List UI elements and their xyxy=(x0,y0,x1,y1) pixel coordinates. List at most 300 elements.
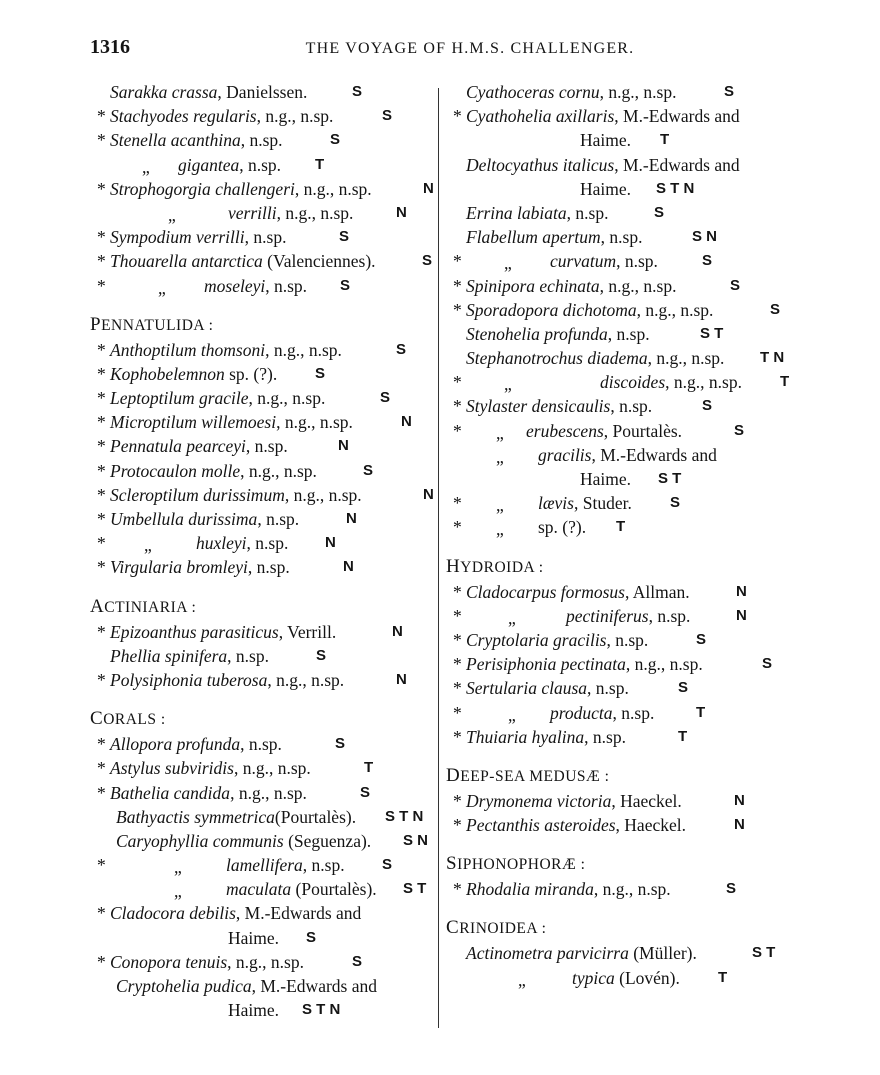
ditto-mark: „ xyxy=(144,535,152,556)
new-species-asterisk: * xyxy=(97,412,106,433)
new-species-asterisk: * xyxy=(97,758,106,779)
species-authority: , n.sp. xyxy=(240,734,282,755)
species-entry xyxy=(446,941,798,965)
species-entry xyxy=(90,507,438,531)
station-code: S xyxy=(724,83,735,100)
species-name: Stachyodes regularis xyxy=(110,106,257,127)
species-name: Phellia spinifera xyxy=(110,645,228,666)
station-code: S xyxy=(339,228,350,246)
section-heading-initial: P xyxy=(90,313,102,335)
station-code: T xyxy=(364,759,374,777)
species-authority: , n.g., n.sp. xyxy=(276,202,354,223)
section-heading-rest: RINOIDEA : xyxy=(459,920,547,938)
station-code: N xyxy=(401,413,412,431)
station-code: T xyxy=(315,155,325,173)
species-name: Cyathoceras cornu xyxy=(466,82,600,102)
species-text xyxy=(550,249,658,273)
species-name: Epizoanthus parasiticus xyxy=(110,621,279,642)
species-text xyxy=(466,725,626,749)
species-authority: , n.g., n.sp. xyxy=(256,106,334,127)
species-entry xyxy=(446,604,798,628)
new-species-asterisk: * xyxy=(97,855,106,876)
species-name: Strophogorgia challengeri xyxy=(110,178,295,199)
new-species-asterisk: * xyxy=(453,815,462,836)
species-authority: , n.g., n.sp. xyxy=(248,388,326,409)
species-entry xyxy=(446,80,798,104)
species-entry xyxy=(90,80,438,104)
station-code: S xyxy=(352,83,363,100)
new-species-asterisk: * xyxy=(97,275,106,296)
species-name: Spinipora echinata xyxy=(466,275,600,296)
species-authority: Haime. xyxy=(580,178,632,199)
species-name: Polysiphonia tuberosa xyxy=(110,669,268,690)
species-text xyxy=(110,555,290,579)
species-name: Umbellula durissima xyxy=(110,509,258,529)
species-name: Thouarella antarctica xyxy=(110,251,263,272)
species-entry xyxy=(446,652,798,676)
new-species-asterisk: * xyxy=(453,790,462,811)
new-species-asterisk: * xyxy=(97,621,106,642)
station-code: S xyxy=(316,646,327,664)
species-entry xyxy=(90,483,438,507)
species-name: Allopora profunda xyxy=(110,734,241,755)
page-header xyxy=(0,36,880,66)
species-name: gigantea xyxy=(178,154,240,175)
species-authority: Haime. xyxy=(228,927,280,948)
species-entry xyxy=(90,531,438,555)
species-name: pectiniferus xyxy=(566,605,649,626)
species-authority: , n.g., n.sp. xyxy=(599,275,677,296)
species-entry xyxy=(90,274,438,298)
new-species-asterisk: * xyxy=(453,605,462,626)
species-text xyxy=(466,676,629,700)
station-code: S xyxy=(670,494,681,512)
station-code: S T xyxy=(752,944,776,962)
species-authority: , n.g., n.sp. xyxy=(647,348,725,369)
species-text xyxy=(466,652,703,676)
section-heading xyxy=(90,706,438,732)
species-entry xyxy=(446,322,798,346)
new-species-asterisk: * xyxy=(97,734,106,755)
species-authority: , n.g., n.sp. xyxy=(265,339,342,360)
species-authority: , n.sp. xyxy=(566,202,609,223)
species-authority: , Verrill. xyxy=(278,621,337,642)
species-entry xyxy=(90,644,438,668)
station-code: T xyxy=(616,518,626,536)
species-authority: , n.g., n.sp. xyxy=(284,484,362,505)
species-name: Drymonema victoria xyxy=(466,790,612,811)
species-text xyxy=(110,177,372,201)
new-species-asterisk: * xyxy=(453,726,462,747)
species-entry xyxy=(90,459,438,483)
station-code: S T N xyxy=(302,1001,341,1019)
species-authority: , n.sp. xyxy=(265,275,308,296)
species-name: Leptoptilum gracile xyxy=(110,388,249,409)
new-species-asterisk: * xyxy=(97,460,106,481)
station-code: S N xyxy=(692,228,718,246)
species-authority: , n.sp. xyxy=(244,227,287,248)
station-code: S xyxy=(306,928,317,946)
species-authority: , Studer. xyxy=(573,493,632,514)
species-entry xyxy=(90,926,438,950)
ditto-mark: „ xyxy=(508,607,516,628)
new-species-asterisk: * xyxy=(453,275,462,296)
species-authority: , M.-Edwards and xyxy=(235,903,362,924)
species-authority: Haime. xyxy=(580,469,632,489)
species-text xyxy=(466,346,724,370)
station-code: T xyxy=(696,703,706,721)
station-code: S T N xyxy=(656,179,695,197)
station-code: N xyxy=(396,203,407,221)
species-authority: , n.g., n.sp. xyxy=(625,654,703,675)
ditto-mark: „ xyxy=(504,374,512,395)
station-code: S xyxy=(770,300,781,318)
station-code: T xyxy=(678,727,688,745)
species-authority: (Pourtalès). xyxy=(291,879,377,900)
species-entry xyxy=(446,104,798,128)
new-species-asterisk: * xyxy=(453,581,462,602)
ditto-mark: „ xyxy=(504,253,512,274)
species-authority: Haime. xyxy=(580,130,632,151)
station-code: S xyxy=(330,131,341,149)
species-entry xyxy=(446,346,798,370)
species-name: erubescens xyxy=(526,420,604,441)
species-entry xyxy=(446,966,798,990)
new-species-asterisk: * xyxy=(453,106,462,127)
species-name: Pectanthis asteroides xyxy=(466,815,616,836)
species-text xyxy=(466,941,697,965)
section-heading xyxy=(446,554,798,580)
station-code: T xyxy=(718,968,728,986)
station-code: S xyxy=(315,364,326,382)
species-name: Deltocyathus italicus xyxy=(466,154,615,175)
section-heading-rest: YDROIDA : xyxy=(460,558,544,576)
species-entry xyxy=(446,153,798,177)
species-entry xyxy=(446,394,798,418)
species-name: Actinometra parvicirra xyxy=(466,943,629,964)
section-heading xyxy=(90,594,438,620)
species-name: producta xyxy=(550,702,613,723)
species-text xyxy=(526,419,682,443)
species-name: lamellifera xyxy=(226,855,303,876)
station-code: S xyxy=(702,397,713,415)
species-text xyxy=(600,370,742,394)
species-authority: , Danielssen. xyxy=(217,82,308,102)
species-authority: , n.g., n.sp. xyxy=(294,178,372,199)
species-name: moseleyi xyxy=(204,275,266,296)
station-code: N xyxy=(736,606,747,624)
new-species-asterisk: * xyxy=(97,106,106,127)
species-text xyxy=(580,177,631,201)
section-heading-rest: EEP-SEA MEDUSÆ : xyxy=(460,767,610,785)
species-name: Sertularia clausa xyxy=(466,678,588,699)
species-text xyxy=(110,410,353,434)
species-name: Microptilum willemoesi xyxy=(110,412,277,433)
species-entry xyxy=(90,104,438,128)
species-authority: , n.sp. xyxy=(610,396,653,417)
species-entry xyxy=(446,467,798,491)
species-entry xyxy=(90,201,438,225)
species-authority: , n.g., n.sp. xyxy=(267,669,345,690)
species-authority: , n.g., n.sp. xyxy=(240,460,317,481)
species-text xyxy=(466,322,650,346)
species-text xyxy=(466,274,676,298)
species-authority: , M.-Edwards and xyxy=(614,154,740,175)
species-text xyxy=(466,80,676,104)
species-entry xyxy=(446,813,798,837)
species-authority: , n.sp. xyxy=(648,605,691,626)
species-text xyxy=(580,128,631,152)
section-heading xyxy=(446,851,798,877)
species-entry xyxy=(90,732,438,756)
species-authority: , M.-Edwards and xyxy=(591,444,717,465)
new-species-asterisk: * xyxy=(453,629,462,650)
ditto-mark: „ xyxy=(508,704,516,725)
species-text xyxy=(538,491,632,515)
new-species-asterisk: * xyxy=(97,227,106,248)
station-code: S xyxy=(726,880,737,898)
species-text xyxy=(466,201,608,225)
species-authority: (Müller). xyxy=(628,943,697,964)
species-name: Cladocarpus formosus xyxy=(466,581,625,602)
station-code: S xyxy=(340,276,351,294)
ditto-mark: „ xyxy=(142,156,150,177)
species-authority: , Haeckel. xyxy=(615,815,686,836)
species-text xyxy=(228,998,279,1022)
station-code: N xyxy=(423,485,434,503)
species-entry xyxy=(90,225,438,249)
species-text xyxy=(466,813,686,837)
species-name: Astylus subviridis xyxy=(110,758,234,779)
species-text xyxy=(110,901,361,925)
section-heading-rest: IPHONOPHORÆ : xyxy=(457,856,586,874)
species-text xyxy=(204,274,307,298)
station-code: S xyxy=(363,461,374,479)
species-text xyxy=(466,877,671,901)
station-code: S xyxy=(730,276,741,294)
species-text xyxy=(466,104,740,128)
new-species-asterisk: * xyxy=(97,251,106,272)
section-heading-initial: D xyxy=(446,764,461,786)
new-species-asterisk: * xyxy=(97,782,106,803)
species-entry xyxy=(90,177,438,201)
species-entry xyxy=(90,805,438,829)
ditto-mark: „ xyxy=(496,519,504,540)
species-name: maculata xyxy=(226,879,292,900)
species-text xyxy=(226,877,377,901)
station-code: N xyxy=(734,816,745,834)
station-code: S xyxy=(422,252,433,270)
station-code: S xyxy=(678,679,689,697)
species-entry xyxy=(446,725,798,749)
station-code: T xyxy=(780,373,790,391)
species-entry xyxy=(446,443,798,467)
species-authority: , n.g., n.sp. xyxy=(276,412,353,433)
species-name: Pennatula pearceyi xyxy=(110,436,246,457)
ditto-mark: „ xyxy=(174,881,182,902)
station-code: S T xyxy=(700,324,724,342)
species-text xyxy=(110,386,325,410)
species-name: Stenohelia profunda xyxy=(466,323,608,344)
species-entry xyxy=(446,580,798,604)
new-species-asterisk: * xyxy=(453,493,462,514)
species-authority: , n.g., n.sp. xyxy=(227,951,304,972)
new-species-asterisk: * xyxy=(453,654,462,675)
species-name: verrilli xyxy=(228,202,277,223)
species-entry xyxy=(446,491,798,515)
species-name: Conopora tenuis xyxy=(110,951,228,972)
species-entry xyxy=(446,877,798,901)
species-text xyxy=(116,829,371,853)
new-species-asterisk: * xyxy=(453,678,462,699)
page-number: 1316 xyxy=(90,36,130,58)
section-heading-initial: C xyxy=(446,917,460,939)
station-code: S xyxy=(696,630,707,648)
species-entry xyxy=(90,668,438,692)
species-authority: (Lovén). xyxy=(614,967,680,988)
species-name: typica xyxy=(572,967,615,988)
species-entry xyxy=(90,998,438,1022)
species-text xyxy=(110,104,333,128)
station-code: S T N xyxy=(385,807,424,825)
section-heading xyxy=(90,312,438,338)
species-text xyxy=(466,225,642,249)
new-species-asterisk: * xyxy=(97,669,106,690)
ditto-mark: „ xyxy=(168,204,176,225)
species-text xyxy=(466,298,713,322)
species-name: Flabellum apertum xyxy=(466,227,601,248)
species-entry xyxy=(90,362,438,386)
station-code: S xyxy=(360,783,371,801)
species-entry xyxy=(90,901,438,925)
station-code: S xyxy=(382,107,393,125)
species-authority: , Haeckel. xyxy=(611,790,682,811)
section-heading-rest: ENNATULIDA : xyxy=(101,316,214,334)
species-authority: , n.sp. xyxy=(606,629,649,650)
new-species-asterisk: * xyxy=(97,557,106,578)
species-text xyxy=(466,580,690,604)
species-name: Cyathohelia axillaris xyxy=(466,106,615,127)
station-code: S xyxy=(396,340,407,358)
left-column xyxy=(90,80,438,1022)
station-code: N xyxy=(338,437,349,455)
species-entry xyxy=(446,628,798,652)
species-entry xyxy=(90,338,438,362)
species-entry xyxy=(90,410,438,434)
station-code: N xyxy=(396,670,407,688)
species-name: Sympodium verrilli xyxy=(110,227,245,248)
species-authority: sp. (?). xyxy=(538,517,587,538)
species-text xyxy=(466,789,682,813)
new-species-asterisk: * xyxy=(97,388,106,409)
species-authority: , n.sp. xyxy=(600,227,643,248)
species-entry xyxy=(90,555,438,579)
species-text xyxy=(110,620,336,644)
species-name: Virgularia bromleyi xyxy=(110,557,248,578)
station-code: N xyxy=(392,622,403,640)
species-text xyxy=(228,201,353,225)
species-text xyxy=(110,128,283,152)
station-code: S xyxy=(762,655,773,673)
species-authority: , n.g., n.sp. xyxy=(233,758,311,779)
species-entry xyxy=(90,974,438,998)
station-code: N xyxy=(423,179,434,197)
species-authority: , M.-Edwards and xyxy=(614,106,740,127)
species-name: Caryophyllia communis xyxy=(116,830,284,851)
species-text xyxy=(178,153,281,177)
station-code: N xyxy=(325,534,336,552)
species-name: Protocaulon molle xyxy=(110,460,241,481)
species-authority: , n.sp. xyxy=(245,436,288,457)
new-species-asterisk: * xyxy=(453,299,462,320)
new-species-asterisk: * xyxy=(97,509,106,529)
species-text xyxy=(538,515,586,539)
species-authority: , n.sp. xyxy=(612,702,655,723)
new-species-asterisk: * xyxy=(97,903,106,924)
species-entry xyxy=(446,701,798,725)
station-code: S N xyxy=(403,831,429,849)
species-name: Stylaster densicaulis xyxy=(466,396,611,417)
species-authority: sp. (?). xyxy=(224,363,278,384)
species-entry xyxy=(446,177,798,201)
species-entry xyxy=(90,781,438,805)
species-text xyxy=(110,249,376,273)
station-code: S xyxy=(734,421,745,439)
species-text xyxy=(116,805,356,829)
species-name: Cryptolaria gracilis xyxy=(466,629,607,650)
species-entry xyxy=(90,153,438,177)
column-divider xyxy=(438,88,439,1028)
species-text xyxy=(110,80,307,104)
species-name: discoides xyxy=(600,372,666,393)
ditto-mark: „ xyxy=(496,422,504,443)
new-species-asterisk: * xyxy=(453,517,462,538)
ditto-mark: „ xyxy=(158,277,166,298)
species-authority: (Valenciennes). xyxy=(262,251,376,272)
species-text xyxy=(226,853,345,877)
species-entry xyxy=(90,128,438,152)
species-entry xyxy=(90,829,438,853)
running-title: THE VOYAGE OF H.M.S. CHALLENGER. xyxy=(305,40,635,57)
new-species-asterisk: * xyxy=(453,879,462,900)
new-species-asterisk: * xyxy=(97,363,106,384)
station-code: S xyxy=(702,252,713,270)
species-name: Errina labiata xyxy=(466,202,567,223)
species-text xyxy=(110,756,311,780)
species-authority: , n.g., n.sp. xyxy=(636,299,714,320)
species-authority: (Pourtalès). xyxy=(274,806,357,827)
species-authority: Haime. xyxy=(228,1000,280,1021)
station-code: S T xyxy=(403,880,427,898)
species-text xyxy=(572,966,680,990)
species-text xyxy=(466,153,740,177)
species-authority: , Pourtalès. xyxy=(603,420,683,441)
station-code: T xyxy=(660,131,670,149)
species-entry xyxy=(90,853,438,877)
species-entry xyxy=(446,515,798,539)
station-code: N xyxy=(346,510,357,527)
species-text xyxy=(110,459,317,483)
section-heading-initial: A xyxy=(90,595,105,617)
species-name: Kophobelemnon xyxy=(110,363,225,384)
species-authority: , M.-Edwards and xyxy=(251,976,377,996)
ditto-mark: „ xyxy=(174,857,182,878)
new-species-asterisk: * xyxy=(97,484,106,505)
species-text xyxy=(196,531,288,555)
section-heading-initial: S xyxy=(446,853,458,875)
species-text xyxy=(110,732,282,756)
station-code: T N xyxy=(760,349,785,367)
